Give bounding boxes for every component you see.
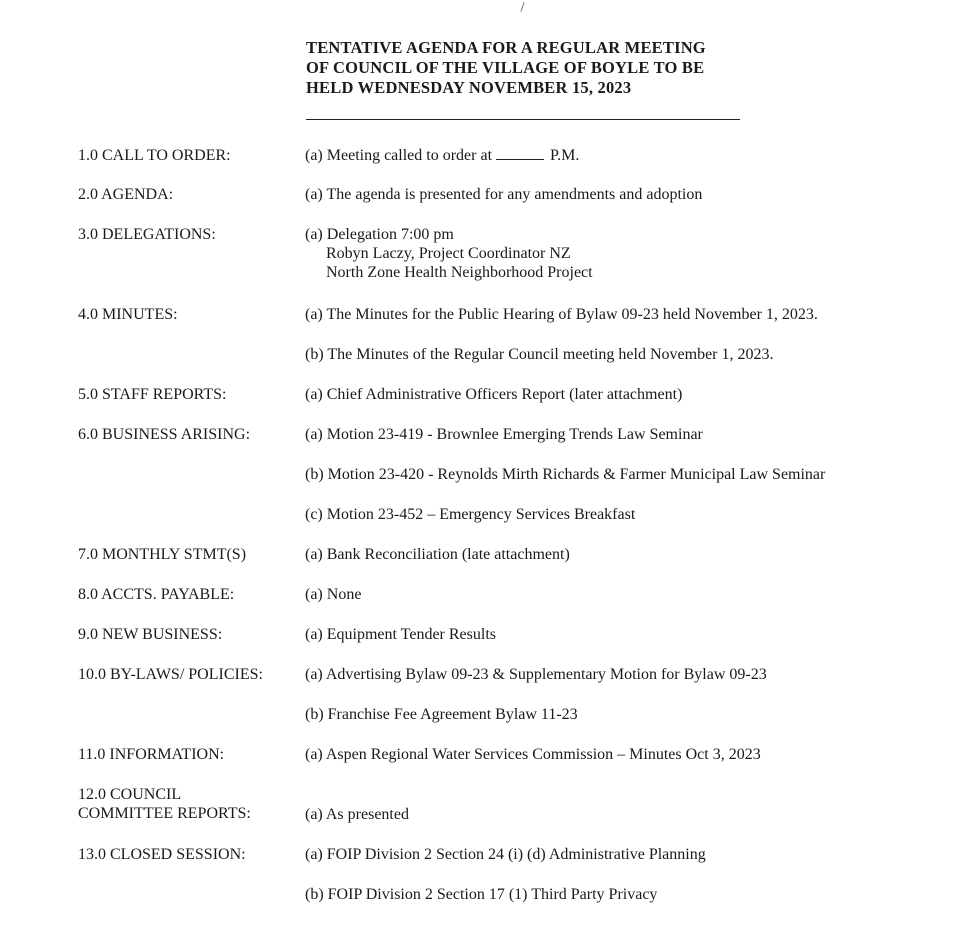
- item-minutes-a: (a) The Minutes for the Public Hearing of Bylaw 09-23 held November 1, 2023.: [305, 306, 818, 323]
- item-bylaws-policies-a: (a) Advertising Bylaw 09-23 & Supplementary Motion for Bylaw 09-23: [305, 666, 767, 683]
- item-delegations-a: [305, 225, 593, 282]
- agenda-title: [306, 38, 706, 98]
- title-divider: [306, 119, 740, 120]
- item-monthly-statements-a: (a) Bank Reconciliation (late attachment): [305, 546, 570, 563]
- section-label-staff-reports: 5.0 STAFF REPORTS:: [78, 386, 227, 403]
- item-text: (a) Delegation 7:00 pm: [305, 226, 454, 243]
- item-information-a: (a) Aspen Regional Water Services Commission – Minutes Oct 3, 2023: [305, 746, 761, 763]
- item-staff-reports-a: (a) Chief Administrative Officers Report (later attachment): [305, 386, 683, 403]
- item-accounts-payable-a: (a) None: [305, 586, 362, 603]
- item-call-to-order-a: [305, 146, 579, 165]
- item-subline: North Zone Health Neighborhood Project: [326, 264, 593, 281]
- item-closed-session-a: (a) FOIP Division 2 Section 24 (i) (d) Administrative Planning: [305, 846, 706, 863]
- section-label-agenda: 2.0 AGENDA:: [78, 186, 174, 203]
- section-label-bylaws-policies: 10.0 BY-LAWS/ POLICIES:: [78, 666, 263, 683]
- section-label-information: 11.0 INFORMATION:: [78, 746, 225, 763]
- label-line-1: 12.0 COUNCIL: [78, 786, 182, 803]
- item-business-arising-c: (c) Motion 23-452 – Emergency Services Breakfast: [305, 506, 636, 523]
- section-label-delegations: 3.0 DELEGATIONS:: [78, 226, 216, 243]
- item-minutes-b: (b) The Minutes of the Regular Council meeting held November 1, 2023.: [305, 346, 774, 363]
- section-label-monthly-statements: 7.0 MONTHLY STMT(S): [78, 546, 247, 563]
- scan-mark: [520, 2, 524, 12]
- section-label-closed-session: 13.0 CLOSED SESSION:: [78, 846, 246, 863]
- title-line-1: TENTATIVE AGENDA FOR A REGULAR MEETING: [306, 38, 706, 57]
- item-new-business-a: (a) Equipment Tender Results: [305, 626, 496, 643]
- section-label-accounts-payable: 8.0 ACCTS. PAYABLE:: [78, 586, 235, 603]
- section-label-call-to-order: 1.0 CALL TO ORDER:: [78, 147, 231, 164]
- item-closed-session-b: (b) FOIP Division 2 Section 17 (1) Third Party Privacy: [305, 886, 658, 903]
- section-label-council-committee-reports: [78, 785, 251, 823]
- section-label-business-arising: 6.0 BUSINESS ARISING:: [78, 426, 251, 443]
- section-label-new-business: 9.0 NEW BUSINESS:: [78, 626, 223, 643]
- item-business-arising-b: (b) Motion 23-420 - Reynolds Mirth Richards & Farmer Municipal Law Seminar: [305, 466, 826, 483]
- label-line-2: COMMITTEE REPORTS:: [78, 805, 251, 822]
- title-line-2: OF COUNCIL OF THE VILLAGE OF BOYLE TO BE: [306, 58, 705, 77]
- item-text: (a) Meeting called to order at: [305, 147, 493, 164]
- item-subline: Robyn Laczy, Project Coordinator NZ: [326, 245, 571, 262]
- item-bylaws-policies-b: (b) Franchise Fee Agreement Bylaw 11-23: [305, 706, 578, 723]
- item-text-suffix: P.M.: [550, 147, 580, 164]
- time-blank: [496, 147, 544, 160]
- item-business-arising-a: (a) Motion 23-419 - Brownlee Emerging Trends Law Seminar: [305, 426, 703, 443]
- item-council-committee-reports-a: (a) As presented: [305, 806, 409, 823]
- title-line-3: HELD WEDNESDAY NOVEMBER 15, 2023: [306, 78, 632, 97]
- section-label-minutes: 4.0 MINUTES:: [78, 306, 178, 323]
- item-agenda-a: (a) The agenda is presented for any amendments and adoption: [305, 186, 703, 203]
